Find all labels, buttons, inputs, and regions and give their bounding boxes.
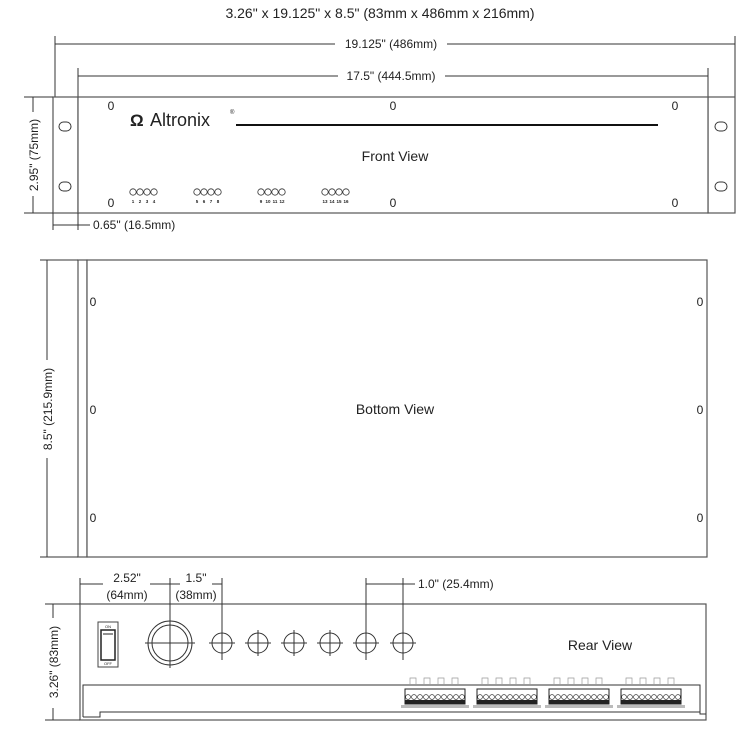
led-number: 8 [216,199,220,204]
rear-view [80,604,706,720]
svg-text:0: 0 [389,99,397,113]
svg-text:0: 0 [107,196,115,210]
svg-text:2.52": 2.52" [113,571,141,585]
led-indicator [208,189,214,195]
svg-text:0: 0 [671,196,679,210]
led-number: 2 [138,199,142,204]
svg-text:0: 0 [671,99,679,113]
svg-text:1.5": 1.5" [185,571,207,585]
led-number: 11 [272,199,278,204]
logo-omega-icon: Ω [130,111,144,130]
inner-width-dimension [78,68,708,97]
led-number: 15 [336,199,342,204]
led-number: 6 [202,199,206,204]
led-number: 5 [195,199,199,204]
svg-text:1.0" (25.4mm): 1.0" (25.4mm) [418,577,494,591]
overall-width-dimension [55,36,735,100]
led-indicator [329,189,335,195]
rear-view-label: Rear View [567,637,633,653]
bottom-view [78,260,707,557]
svg-text:0: 0 [696,511,704,525]
svg-text:0: 0 [89,403,97,417]
svg-text:(64mm): (64mm) [106,588,148,602]
svg-text:ON: ON [105,624,111,629]
svg-text:8.5" (215.9mm): 8.5" (215.9mm) [41,367,55,451]
led-number: 10 [265,199,271,204]
front-height-dimension [24,97,53,213]
led-indicator [137,189,143,195]
led-number: 14 [329,199,335,204]
diagram-title: 3.26" x 19.125" x 8.5" (83mm x 486mm x 216mm) [225,5,535,21]
right-rack-ear [708,97,735,213]
svg-text:(38mm): (38mm) [175,588,217,602]
ear-width-dimension [53,213,175,232]
led-indicator [279,189,285,195]
led-indicator [151,189,157,195]
led-indicator [272,189,278,195]
bottom-view-label: Bottom View [355,401,435,417]
led-indicator [322,189,328,195]
led-number: 16 [343,199,349,204]
led-indicator [336,189,342,195]
led-indicator [201,189,207,195]
svg-text:0: 0 [89,511,97,525]
led-number: 4 [152,199,156,204]
left-rack-ear [53,97,78,213]
power-switch [98,622,118,667]
led-number: 9 [259,199,263,204]
svg-text:0: 0 [89,295,97,309]
svg-text:2.95" (75mm): 2.95" (75mm) [27,118,41,192]
svg-text:0: 0 [107,99,115,113]
led-indicator [265,189,271,195]
svg-text:0: 0 [696,295,704,309]
svg-text:0: 0 [389,196,397,210]
led-number: 3 [145,199,149,204]
svg-text:0.65" (16.5mm): 0.65" (16.5mm) [93,218,176,232]
led-number: 1 [131,199,135,204]
svg-text:0: 0 [696,403,704,417]
led-indicator [144,189,150,195]
svg-text:®: ® [230,110,235,116]
svg-text:3.26" (83mm): 3.26" (83mm) [47,625,61,699]
led-indicator [258,189,264,195]
rear-height-dimension [45,604,80,720]
front-view-label: Front View [361,148,429,164]
depth-dimension [40,260,78,557]
led-number: 13 [322,199,328,204]
led-indicator [343,189,349,195]
svg-text:19.125" (486mm): 19.125" (486mm) [344,37,438,51]
led-indicator [194,189,200,195]
led-number: 7 [209,199,213,204]
front-view [53,97,735,213]
led-number: 12 [279,199,285,204]
led-indicator [130,189,136,195]
svg-text:17.5" (444.5mm): 17.5" (444.5mm) [346,69,436,83]
svg-text:OFF: OFF [104,661,112,666]
svg-text:Altronix: Altronix [150,110,211,130]
led-indicator [215,189,221,195]
